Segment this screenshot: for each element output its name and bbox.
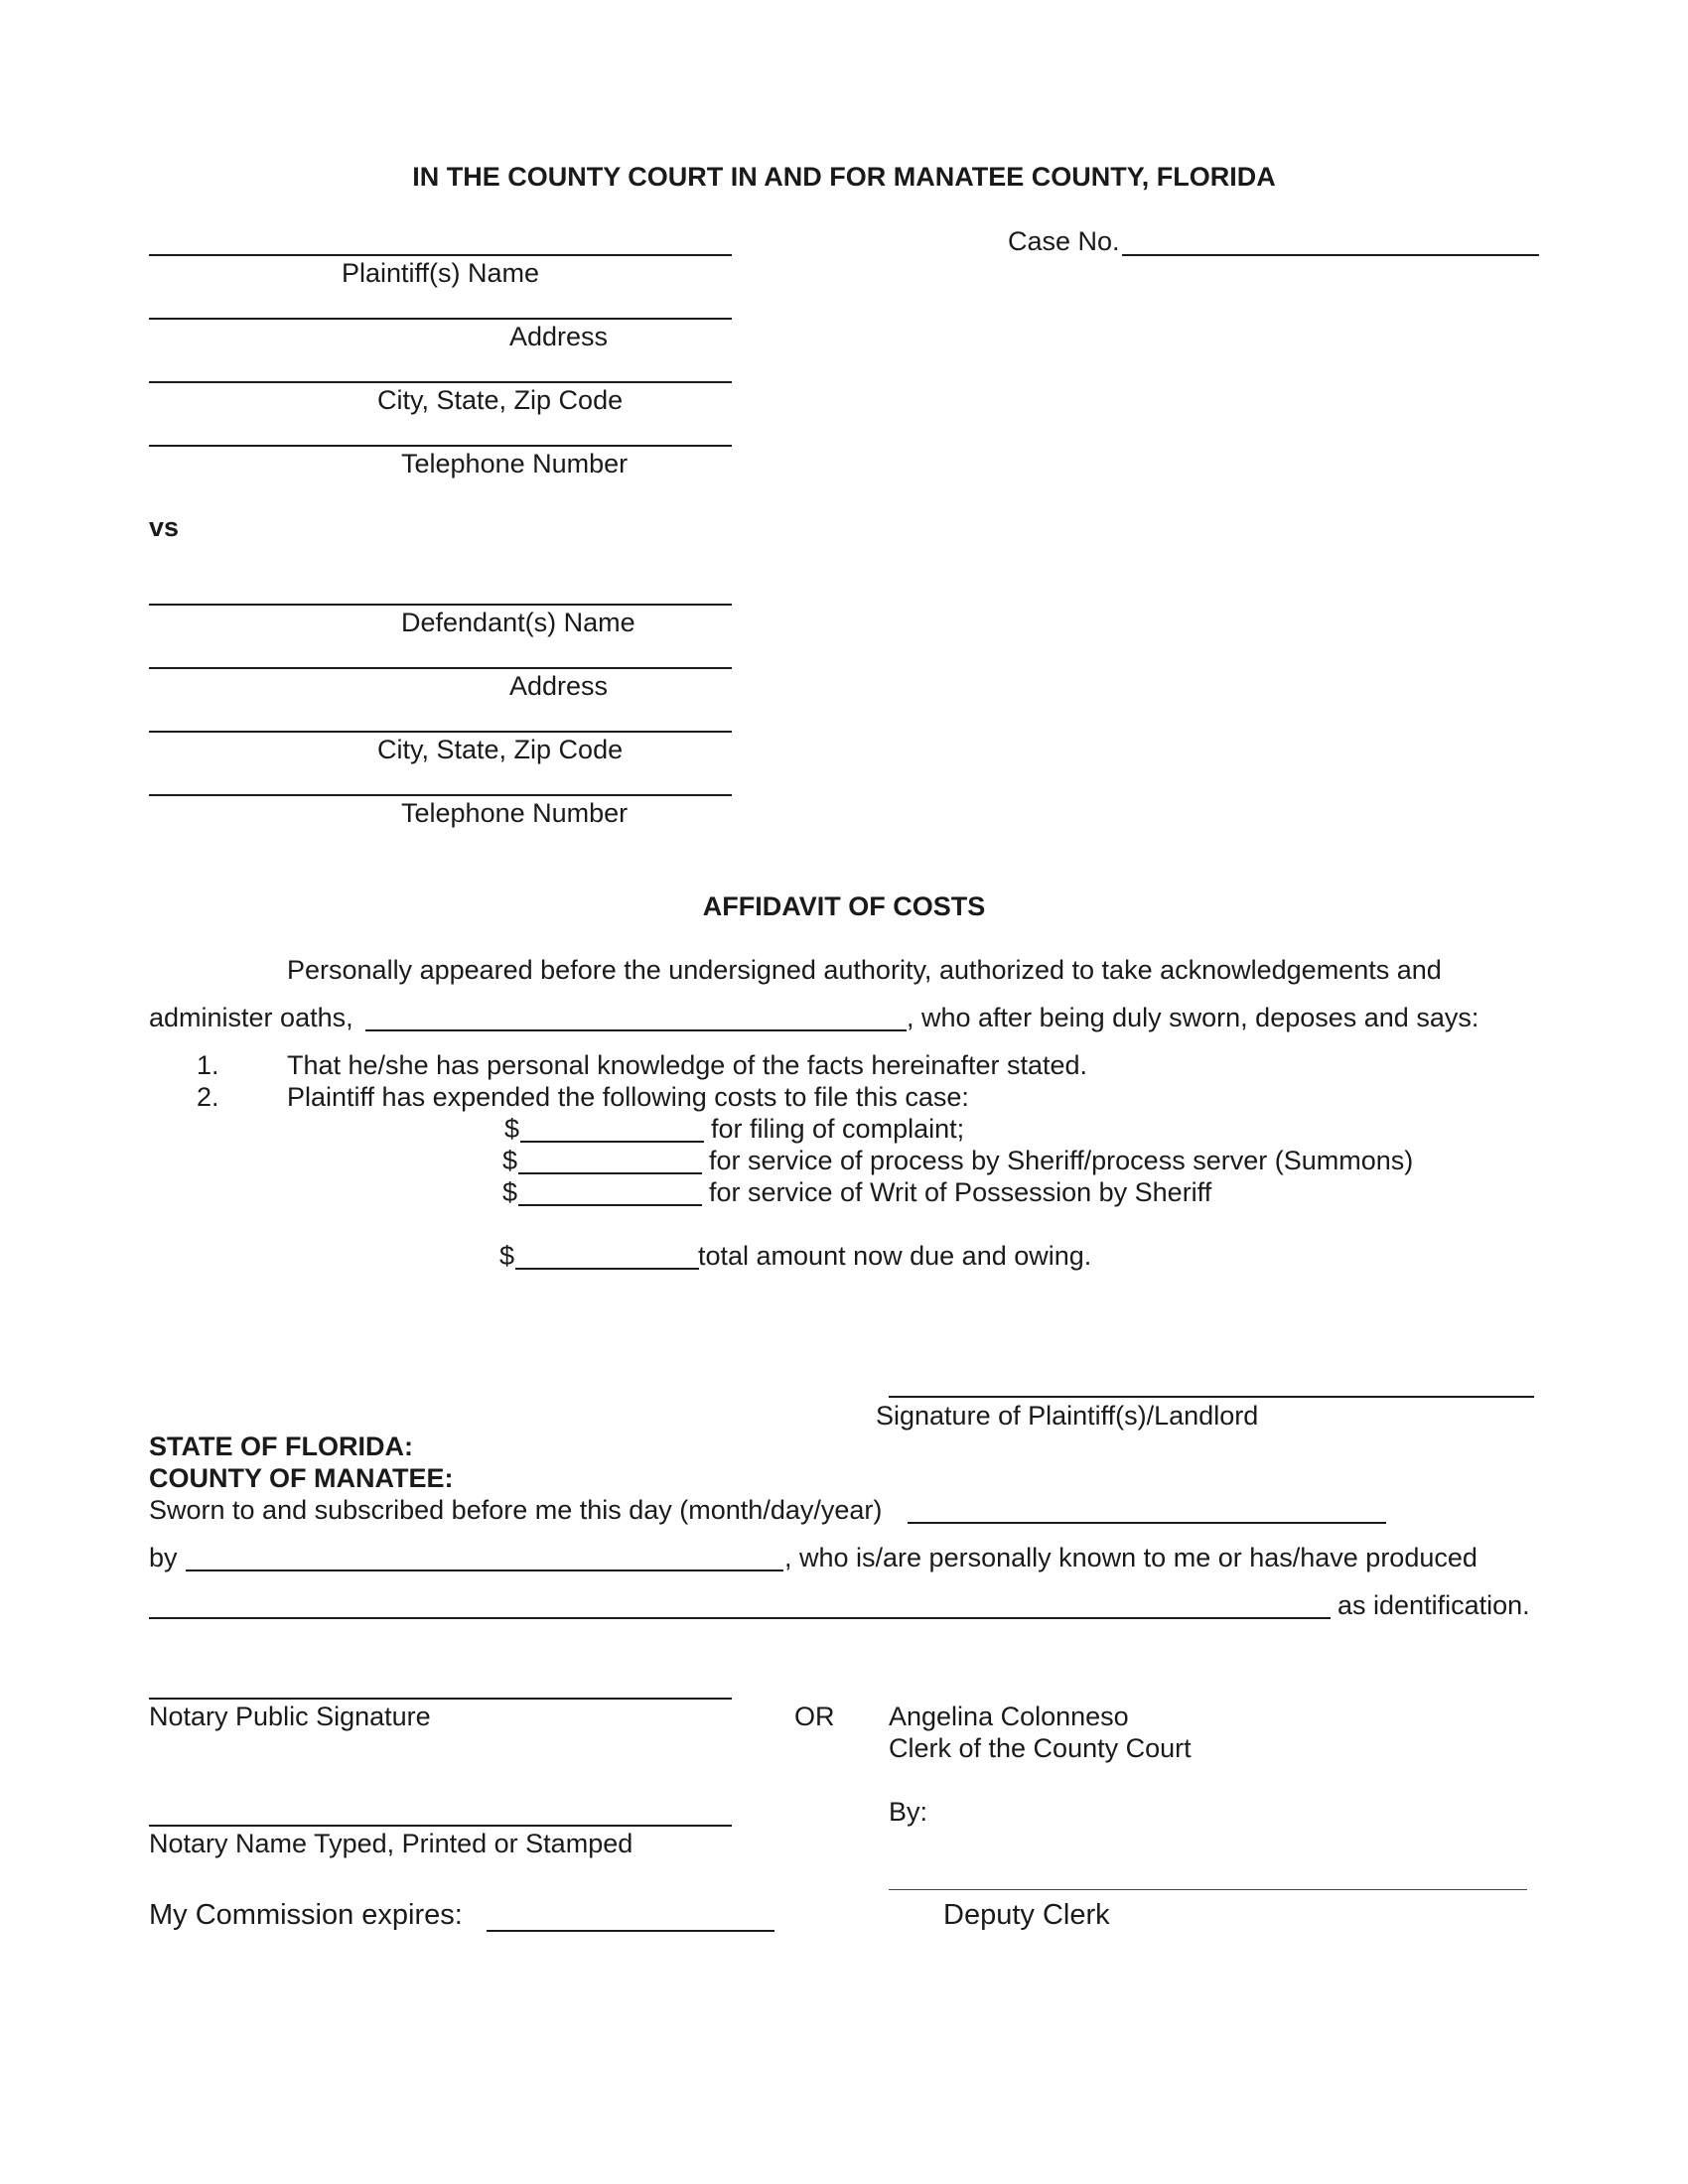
plaintiff-city-field[interactable] xyxy=(149,381,732,383)
item-text: That he/she has personal knowledge of the facts hereinafter stated. xyxy=(287,1050,1088,1080)
notary-signature-label: Notary Public Signature xyxy=(149,1702,431,1731)
deputy-clerk-signature-field[interactable] xyxy=(889,1889,1527,1890)
intro-line-2-start: administer oaths, xyxy=(149,1003,353,1032)
item-number: 2. xyxy=(197,1082,219,1112)
commission-expiry-field[interactable] xyxy=(487,1930,774,1932)
item-text: Plaintiff has expended the following costs to file this case: xyxy=(287,1082,969,1112)
dollar-sign: $ xyxy=(499,1241,515,1271)
notary-name-field[interactable] xyxy=(149,1825,732,1827)
plaintiff-phone-label: Telephone Number xyxy=(401,449,629,478)
notary-name-label: Notary Name Typed, Printed or Stamped xyxy=(149,1829,633,1858)
defendant-phone-label: Telephone Number xyxy=(401,798,629,828)
notary-signature-field[interactable] xyxy=(149,1698,732,1700)
court-header: IN THE COUNTY COURT IN AND FOR MANATEE COUNTY, FLORIDA xyxy=(412,162,1276,192)
total-cost-field[interactable] xyxy=(515,1268,699,1270)
service-cost-field[interactable] xyxy=(518,1172,702,1174)
plaintiff-address-field[interactable] xyxy=(149,318,732,320)
defendant-address-field[interactable] xyxy=(149,667,732,669)
plaintiff-city-label: City, State, Zip Code xyxy=(377,385,624,415)
by-label: by xyxy=(149,1543,178,1572)
vs-label: vs xyxy=(149,512,180,542)
cost-description: for service of Writ of Possession by Sheriff xyxy=(709,1177,1212,1207)
sworn-date-field[interactable] xyxy=(908,1522,1386,1524)
sworn-by-field[interactable] xyxy=(186,1570,783,1571)
identification-field[interactable] xyxy=(149,1617,1331,1619)
dollar-sign: $ xyxy=(502,1146,518,1175)
cost-description: for filing of complaint; xyxy=(711,1114,965,1144)
writ-cost-field[interactable] xyxy=(518,1204,702,1206)
defendant-name-label: Defendant(s) Name xyxy=(401,608,635,637)
affiant-name-field[interactable] xyxy=(365,1029,907,1031)
filing-cost-field[interactable] xyxy=(520,1141,704,1143)
state-label: STATE OF FLORIDA: xyxy=(149,1432,413,1461)
defendant-name-field[interactable] xyxy=(149,604,732,606)
plaintiff-name-field[interactable] xyxy=(149,254,732,256)
by-clerk-label: By: xyxy=(889,1797,928,1827)
plaintiff-address-label: Address xyxy=(509,322,609,351)
identification-text: as identification. xyxy=(1337,1590,1530,1620)
item-number: 1. xyxy=(197,1050,219,1080)
known-text: , who is/are personally known to me or has/have produced xyxy=(784,1543,1477,1572)
case-no-label: Case No. xyxy=(1008,226,1120,256)
commission-label: My Commission expires: xyxy=(149,1899,463,1931)
defendant-city-label: City, State, Zip Code xyxy=(377,735,624,764)
plaintiff-phone-field[interactable] xyxy=(149,445,732,447)
sworn-text: Sworn to and subscribed before me this day (month/day/year) xyxy=(149,1495,883,1525)
plaintiff-name-label: Plaintiff(s) Name xyxy=(341,258,540,288)
clerk-title: Clerk of the County Court xyxy=(889,1733,1192,1763)
dollar-sign: $ xyxy=(502,1177,518,1207)
plaintiff-signature-field[interactable] xyxy=(889,1396,1534,1398)
intro-line-2-end: , who after being duly sworn, deposes and says: xyxy=(907,1003,1479,1032)
defendant-phone-field[interactable] xyxy=(149,794,732,796)
county-label: COUNTY OF MANATEE: xyxy=(149,1463,454,1493)
defendant-city-field[interactable] xyxy=(149,731,732,733)
dollar-sign: $ xyxy=(504,1114,520,1144)
cost-description: for service of process by Sheriff/process server (Summons) xyxy=(709,1146,1414,1175)
case-no-field[interactable] xyxy=(1122,254,1539,256)
clerk-name: Angelina Colonneso xyxy=(889,1702,1129,1731)
plaintiff-signature-label: Signature of Plaintiff(s)/Landlord xyxy=(876,1401,1259,1431)
deputy-clerk-label: Deputy Clerk xyxy=(943,1899,1110,1931)
intro-line-1: Personally appeared before the undersigned authority, authorized to take acknowledgements and xyxy=(287,955,1442,985)
form-title: AFFIDAVIT OF COSTS xyxy=(702,891,986,921)
defendant-address-label: Address xyxy=(509,671,609,701)
or-label: OR xyxy=(794,1702,835,1731)
total-description: total amount now due and owing. xyxy=(698,1241,1092,1271)
